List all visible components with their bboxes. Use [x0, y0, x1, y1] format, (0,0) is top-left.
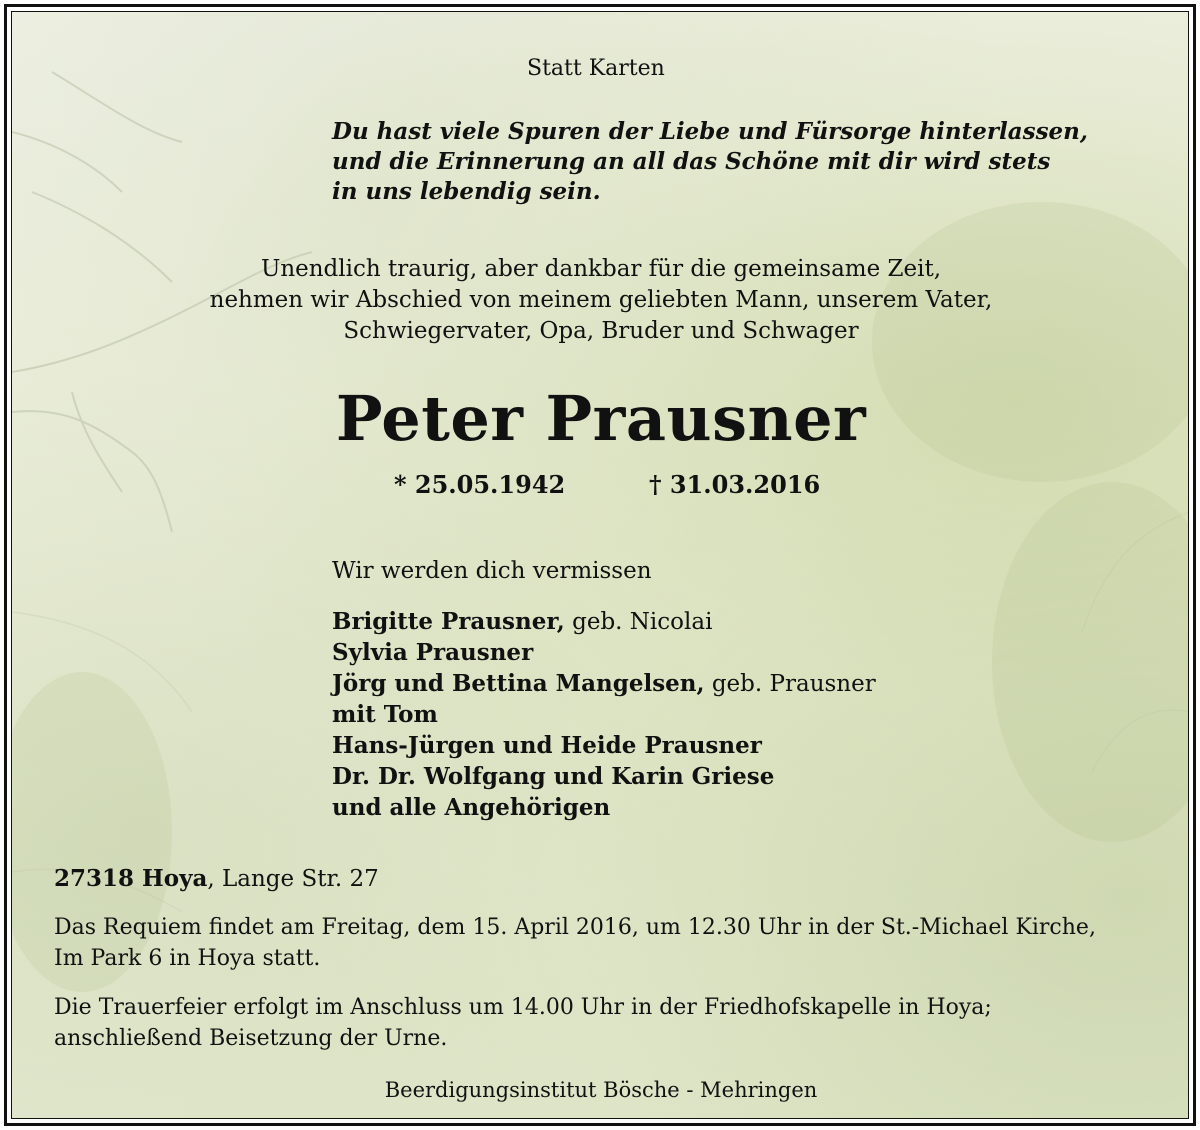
- mourner-name: Jörg und Bettina Mangelsen,: [332, 670, 705, 697]
- requiem-line-1: Das Requiem findet am Freitag, dem 15. April 2016, um 12.30 Uhr in der St.-Michael Kirche,: [54, 915, 1096, 940]
- deceased-name: Peter Prausner: [335, 382, 867, 455]
- mourner-entry: [332, 761, 774, 793]
- quote-line-2: und die Erinnerung an all das Schöne mit dir wird stets: [332, 148, 1051, 175]
- intro-line-1: Unendlich traurig, aber dankbar für die gemeinsame Zeit,: [260, 256, 942, 282]
- undertaker-footer: Beerdigungsinstitut Bösche - Mehringen: [384, 1078, 818, 1102]
- mourner-name: Hans-Jürgen und Heide Prausner: [332, 732, 762, 759]
- mourner-name: Brigitte Prausner,: [332, 608, 565, 635]
- mourner-note: geb. Prausner: [704, 671, 876, 697]
- mourner-name: mit Tom: [332, 701, 438, 728]
- address: [54, 863, 379, 895]
- notice-panel: [11, 11, 1189, 1119]
- requiem-line-2: Im Park 6 in Hoya statt.: [54, 946, 321, 971]
- mourner-entry: [332, 730, 762, 762]
- mourner-name: und alle Angehörigen: [332, 794, 611, 821]
- mourner-entry: [332, 699, 438, 731]
- mourner-entry: [332, 792, 610, 824]
- mourners-heading: Wir werden dich vermissen: [332, 558, 652, 584]
- quote-line-3: in uns lebendig sein.: [332, 178, 601, 205]
- funeral-line-1: Die Trauerfeier erfolgt im Anschluss um 14.00 Uhr in der Friedhofskapelle in Hoya;: [54, 995, 992, 1020]
- intro-line-3: Schwiegervater, Opa, Bruder und Schwager: [343, 318, 859, 344]
- funeral-line-2: anschließend Beisetzung der Urne.: [54, 1026, 448, 1051]
- mourner-name: Sylvia Prausner: [332, 639, 534, 666]
- address-street: , Lange Str. 27: [207, 866, 379, 892]
- death-date: † 31.03.2016: [649, 470, 821, 499]
- birth-date: * 25.05.1942: [394, 470, 566, 499]
- mourner-entry: [332, 606, 712, 638]
- mourner-entry: [332, 637, 533, 669]
- intro-line-2: nehmen wir Abschied von meinem geliebten Mann, unserem Vater,: [209, 287, 993, 313]
- mourner-entry: [332, 668, 876, 700]
- mourner-name: Dr. Dr. Wolfgang und Karin Griese: [332, 763, 775, 790]
- mourner-note: geb. Nicolai: [564, 609, 713, 635]
- address-city: 27318 Hoya: [54, 865, 208, 892]
- statt-karten-label: Statt Karten: [527, 56, 665, 81]
- quote-line-1: Du hast viele Spuren der Liebe und Fürsorge hinterlassen,: [332, 118, 1088, 145]
